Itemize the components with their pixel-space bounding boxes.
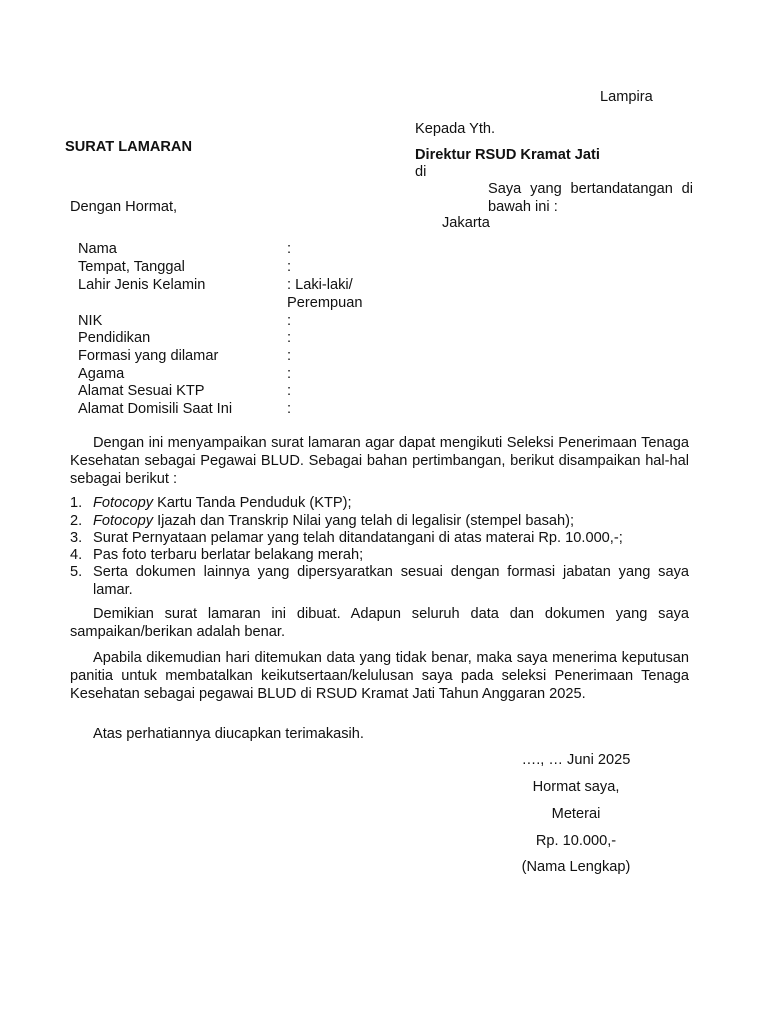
list-number: 4. bbox=[70, 547, 83, 563]
field-value-perempuan: Perempuan bbox=[287, 295, 363, 311]
salutation: Dengan Hormat, bbox=[70, 199, 178, 215]
signature-date: …., … Juni 2025 bbox=[521, 752, 631, 768]
recipient-city: Jakarta bbox=[442, 215, 490, 231]
field-value-jenis-kelamin: : Laki-laki/ bbox=[287, 277, 353, 293]
list-item-italic: Fotocopy bbox=[93, 495, 154, 511]
list-number: 1. bbox=[70, 495, 83, 511]
list-number: 5. bbox=[70, 564, 83, 580]
field-value-pendidikan: : bbox=[287, 330, 292, 346]
di-label: di bbox=[415, 164, 427, 180]
field-label-formasi: Formasi yang dilamar bbox=[78, 348, 219, 364]
list-item-text: Serta dokumen lainnya yang dipersyaratkan sesuai dengan formasi jabatan yang saya lamar. bbox=[93, 564, 689, 598]
list-item bbox=[93, 494, 689, 512]
field-value-alamat-domisili: : bbox=[287, 401, 292, 417]
list-item-text: Surat Pernyataan pelamar yang telah ditandatangani di atas materai Rp. 10.000,-; bbox=[93, 530, 623, 546]
disclaimer-paragraph: Apabila dikemudian hari ditemukan data yang tidak benar, maka saya menerima keputusan panitia untuk membatalkan keikutsertaan/kelulusan saya pada seleksi Penerimaan Tenaga Kesehatan sebagai pegawai BLUD di RSUD Kramat Jati Tahun Anggaran 2025. bbox=[70, 650, 689, 702]
undersigned-text: Saya yang bertandatangan di bawah ini : bbox=[488, 181, 693, 215]
field-value-agama: : bbox=[287, 366, 292, 382]
signatory-name: (Nama Lengkap) bbox=[521, 859, 631, 875]
list-item-text: Pas foto terbaru berlatar belakang merah; bbox=[93, 547, 364, 563]
list-number: 2. bbox=[70, 513, 83, 529]
field-label-nama: Nama bbox=[78, 241, 117, 257]
recipient-name: Direktur RSUD Kramat Jati bbox=[415, 147, 600, 163]
field-label-alamat-ktp: Alamat Sesuai KTP bbox=[78, 383, 205, 399]
list-item bbox=[93, 529, 689, 547]
meterai-amount: Rp. 10.000,- bbox=[535, 833, 617, 849]
kepada-label: Kepada Yth. bbox=[415, 121, 496, 137]
signature-closing: Hormat saya, bbox=[532, 779, 620, 795]
thanks-line: Atas perhatiannya diucapkan terimakasih. bbox=[93, 726, 364, 742]
list-number: 3. bbox=[70, 530, 83, 546]
field-label-nik: NIK bbox=[78, 313, 103, 329]
list-item bbox=[93, 512, 689, 530]
list-item-text: Ijazah dan Transkrip Nilai yang telah di legalisir (stempel basah); bbox=[153, 513, 575, 529]
lampiran-label: Lampira bbox=[600, 89, 653, 105]
meterai-label: Meterai bbox=[551, 806, 601, 822]
field-label-alamat-domisili: Alamat Domisili Saat Ini bbox=[78, 401, 233, 417]
field-value-nik: : bbox=[287, 313, 292, 329]
list-item-italic: Fotocopy bbox=[93, 513, 154, 529]
field-value-tempat-tanggal: : bbox=[287, 259, 292, 275]
field-label-agama: Agama bbox=[78, 366, 125, 382]
field-label-jenis-kelamin: Lahir Jenis Kelamin bbox=[78, 277, 206, 293]
field-value-alamat-ktp: : bbox=[287, 383, 292, 399]
field-value-nama: : bbox=[287, 241, 292, 257]
field-value-formasi: : bbox=[287, 348, 292, 364]
list-item-text: Kartu Tanda Penduduk (KTP); bbox=[153, 495, 352, 511]
list-item bbox=[93, 563, 689, 599]
field-label-pendidikan: Pendidikan bbox=[78, 330, 151, 346]
list-item bbox=[93, 546, 689, 564]
intro-paragraph: Dengan ini menyampaikan surat lamaran agar dapat mengikuti Seleksi Penerimaan Tenaga Kesehatan sebagai Pegawai BLUD. Sebagai bahan pertimbangan, berikut disampaikan hal-hal sebagai berikut : bbox=[70, 435, 689, 487]
field-label-tempat-tanggal: Tempat, Tanggal bbox=[78, 259, 185, 275]
letter-title: SURAT LAMARAN bbox=[65, 139, 193, 155]
statement-paragraph: Demikian surat lamaran ini dibuat. Adapun seluruh data dan dokumen yang saya sampaikan/berikan adalah benar. bbox=[70, 606, 689, 640]
